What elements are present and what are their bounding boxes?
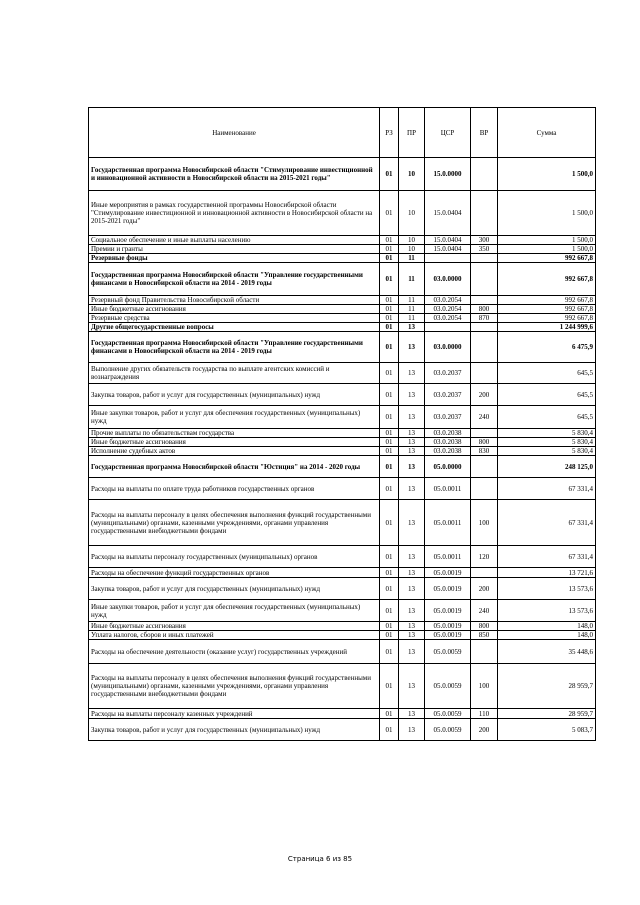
cell-vr [471,323,498,332]
table-row [89,429,596,438]
cell-rz: 01 [380,429,399,438]
cell-name: Резервный фонд Правительства Новосибирской области [89,296,380,305]
cell-sum: 148,0 [498,622,596,631]
cell-csr: 05.0.0011 [425,500,471,546]
cell-pr: 13 [399,323,425,332]
cell-vr: 800 [471,305,498,314]
cell-rz: 01 [380,631,399,640]
cell-sum: 5 830,4 [498,447,596,456]
table-row [89,191,596,236]
cell-pr: 11 [399,305,425,314]
cell-sum: 992 667,8 [498,314,596,323]
cell-name: Закупка товаров, работ и услуг для государственных (муниципальных) нужд [89,384,380,406]
cell-vr [471,640,498,664]
cell-vr: 110 [471,709,498,719]
table-row [89,158,596,191]
table-row [89,245,596,254]
cell-rz: 01 [380,719,399,741]
cell-vr [471,254,498,263]
cell-sum: 148,0 [498,631,596,640]
cell-vr [471,191,498,236]
cell-csr: 03.0.2037 [425,406,471,429]
cell-pr: 10 [399,158,425,191]
header-name: Наименование [89,108,380,158]
table-row [89,631,596,640]
cell-sum: 645,5 [498,406,596,429]
cell-name: Расходы на выплаты персоналу государственных (муниципальных) органов [89,546,380,568]
cell-sum: 1 500,0 [498,245,596,254]
cell-rz: 01 [380,236,399,245]
header-rz: РЗ [380,108,399,158]
cell-name: Расходы на выплаты персоналу казенных учреждений [89,709,380,719]
cell-sum: 1 244 999,6 [498,323,596,332]
header-vr: ВР [471,108,498,158]
cell-csr: 03.0.2038 [425,429,471,438]
cell-rz: 01 [380,384,399,406]
table-row [89,578,596,600]
cell-rz: 01 [380,456,399,478]
cell-csr [425,323,471,332]
table-row [89,332,596,363]
cell-sum: 6 475,9 [498,332,596,363]
cell-csr: 03.0.2038 [425,447,471,456]
cell-pr: 13 [399,719,425,741]
cell-name: Расходы на выплаты персоналу в целях обеспечения выполнения функций государственными (муниципальными) органами, казенными учреждениями, органами управления государственными внебюджетными фондами [89,500,380,546]
cell-csr: 15.0.0000 [425,158,471,191]
cell-rz: 01 [380,664,399,709]
cell-sum: 13 573,6 [498,578,596,600]
cell-rz: 01 [380,323,399,332]
table-row [89,438,596,447]
cell-name: Прочие выплаты по обязательствам государства [89,429,380,438]
cell-csr: 03.0.0000 [425,332,471,363]
cell-csr: 05.0.0019 [425,631,471,640]
cell-vr: 850 [471,631,498,640]
table-row [89,254,596,263]
cell-vr: 800 [471,438,498,447]
cell-pr: 13 [399,640,425,664]
cell-name: Исполнение судебных актов [89,447,380,456]
cell-sum: 1 500,0 [498,191,596,236]
cell-csr [425,254,471,263]
cell-rz: 01 [380,438,399,447]
cell-name: Государственная программа Новосибирской области "Управление государственными финансами в Новосибирской области на 2014 - 2019 годы [89,332,380,363]
cell-csr: 05.0.0059 [425,640,471,664]
cell-csr: 03.0.2054 [425,314,471,323]
cell-sum: 992 667,8 [498,263,596,296]
cell-csr: 05.0.0000 [425,456,471,478]
header-pr: ПР [399,108,425,158]
cell-sum: 248 125,0 [498,456,596,478]
cell-name: Расходы на обеспечение деятельности (оказание услуг) государственных учреждений [89,640,380,664]
cell-name: Государственная программа Новосибирской области "Юстиция" на 2014 - 2020 годы [89,456,380,478]
cell-sum: 67 331,4 [498,546,596,568]
cell-csr: 05.0.0059 [425,709,471,719]
cell-rz: 01 [380,478,399,500]
cell-vr: 100 [471,664,498,709]
cell-name: Расходы на выплаты по оплате труда работников государственных органов [89,478,380,500]
cell-pr: 13 [399,500,425,546]
cell-pr: 13 [399,709,425,719]
cell-sum: 28 959,7 [498,664,596,709]
cell-csr: 05.0.0019 [425,568,471,578]
table-row [89,568,596,578]
table-row [89,314,596,323]
cell-pr: 13 [399,363,425,384]
table-row [89,447,596,456]
cell-pr: 13 [399,578,425,600]
cell-name: Другие общегосударственные вопросы [89,323,380,332]
cell-csr: 03.0.2054 [425,305,471,314]
table-body [89,158,596,741]
cell-sum: 992 667,8 [498,296,596,305]
cell-pr: 13 [399,664,425,709]
cell-vr: 800 [471,622,498,631]
cell-rz: 01 [380,500,399,546]
cell-csr: 03.0.0000 [425,263,471,296]
cell-rz: 01 [380,296,399,305]
cell-pr: 13 [399,546,425,568]
cell-vr: 200 [471,719,498,741]
cell-vr: 200 [471,384,498,406]
cell-rz: 01 [380,709,399,719]
cell-sum: 5 083,7 [498,719,596,741]
cell-vr [471,429,498,438]
cell-rz: 01 [380,578,399,600]
cell-pr: 13 [399,429,425,438]
cell-sum: 992 667,8 [498,254,596,263]
header-csr: ЦСР [425,108,471,158]
cell-pr: 11 [399,263,425,296]
cell-csr: 05.0.0019 [425,578,471,600]
cell-pr: 13 [399,600,425,622]
cell-pr: 13 [399,406,425,429]
table-row [89,236,596,245]
cell-rz: 01 [380,254,399,263]
cell-name: Иные закупки товаров, работ и услуг для обеспечения государственных (муниципальных) нужд [89,600,380,622]
cell-pr: 13 [399,478,425,500]
cell-name: Уплата налогов, сборов и иных платежей [89,631,380,640]
cell-csr: 03.0.2037 [425,363,471,384]
cell-csr: 05.0.0011 [425,546,471,568]
cell-name: Выполнение других обязательств государства по выплате агентских комиссий и вознаграждения [89,363,380,384]
cell-name: Иные бюджетные ассигнования [89,438,380,447]
table-header-row [89,108,596,158]
table-row [89,456,596,478]
cell-csr: 03.0.2038 [425,438,471,447]
cell-sum: 13 573,6 [498,600,596,622]
cell-name: Социальное обеспечение и иные выплаты населению [89,236,380,245]
table-row [89,384,596,406]
cell-name: Расходы на обеспечение функций государственных органов [89,568,380,578]
cell-rz: 01 [380,305,399,314]
cell-rz: 01 [380,332,399,363]
cell-pr: 13 [399,568,425,578]
cell-vr [471,478,498,500]
cell-name: Иные закупки товаров, работ и услуг для обеспечения государственных (муниципальных) нужд [89,406,380,429]
cell-rz: 01 [380,640,399,664]
cell-csr: 05.0.0019 [425,600,471,622]
cell-pr: 10 [399,191,425,236]
cell-csr: 03.0.2037 [425,384,471,406]
cell-sum: 645,5 [498,384,596,406]
table-row [89,719,596,741]
cell-csr: 03.0.2054 [425,296,471,305]
cell-rz: 01 [380,314,399,323]
cell-sum: 5 830,4 [498,429,596,438]
cell-name: Резервные средства [89,314,380,323]
cell-vr: 830 [471,447,498,456]
cell-sum: 13 721,6 [498,568,596,578]
cell-vr: 100 [471,500,498,546]
table-row [89,363,596,384]
page-number: Страница 6 из 85 [287,855,353,863]
cell-pr: 13 [399,456,425,478]
cell-vr: 240 [471,600,498,622]
cell-rz: 01 [380,245,399,254]
table-row [89,640,596,664]
cell-rz: 01 [380,263,399,296]
cell-pr: 13 [399,384,425,406]
cell-pr: 11 [399,254,425,263]
cell-vr: 120 [471,546,498,568]
table-row [89,296,596,305]
cell-sum: 645,5 [498,363,596,384]
cell-sum: 28 959,7 [498,709,596,719]
table-row [89,664,596,709]
cell-csr: 15.0.0404 [425,245,471,254]
cell-sum: 992 667,8 [498,305,596,314]
cell-name: Иные бюджетные ассигнования [89,622,380,631]
cell-sum: 67 331,4 [498,500,596,546]
cell-pr: 10 [399,245,425,254]
cell-sum: 1 500,0 [498,236,596,245]
cell-rz: 01 [380,546,399,568]
cell-pr: 13 [399,332,425,363]
table-row [89,500,596,546]
budget-table [88,107,596,741]
cell-vr: 870 [471,314,498,323]
cell-csr: 15.0.0404 [425,191,471,236]
cell-rz: 01 [380,600,399,622]
table-row [89,305,596,314]
cell-sum: 5 830,4 [498,438,596,447]
table-row [89,600,596,622]
table-row [89,406,596,429]
cell-csr: 15.0.0404 [425,236,471,245]
table-row [89,323,596,332]
cell-vr: 240 [471,406,498,429]
cell-pr: 13 [399,631,425,640]
cell-name: Резервные фонды [89,254,380,263]
cell-sum: 67 331,4 [498,478,596,500]
cell-rz: 01 [380,363,399,384]
cell-pr: 11 [399,314,425,323]
table-row [89,478,596,500]
cell-name: Премии и гранты [89,245,380,254]
cell-name: Закупка товаров, работ и услуг для государственных (муниципальных) нужд [89,578,380,600]
cell-csr: 05.0.0011 [425,478,471,500]
cell-rz: 01 [380,406,399,429]
cell-pr: 13 [399,438,425,447]
cell-vr [471,456,498,478]
table-row [89,263,596,296]
table-row [89,546,596,568]
cell-rz: 01 [380,447,399,456]
cell-name: Государственная программа Новосибирской области "Управление государственными финансами в Новосибирской области на 2014 - 2019 годы [89,263,380,296]
cell-pr: 11 [399,296,425,305]
cell-pr: 13 [399,447,425,456]
cell-vr [471,158,498,191]
cell-name: Расходы на выплаты персоналу в целях обеспечения выполнения функций государственными (муниципальными) органами, казенными учреждениями, органами управления государственными внебюджетными фондами [89,664,380,709]
cell-vr [471,332,498,363]
cell-vr: 200 [471,578,498,600]
cell-vr [471,568,498,578]
cell-name: Закупка товаров, работ и услуг для государственных (муниципальных) нужд [89,719,380,741]
cell-rz: 01 [380,622,399,631]
cell-pr: 13 [399,622,425,631]
cell-rz: 01 [380,158,399,191]
cell-rz: 01 [380,568,399,578]
cell-vr: 300 [471,236,498,245]
cell-vr [471,263,498,296]
cell-name: Иные бюджетные ассигнования [89,305,380,314]
cell-name: Государственная программа Новосибирской области "Стимулирование инвестиционной и инновационной активности в Новосибирской области на 2015-2021 годы" [89,158,380,191]
cell-sum: 35 448,6 [498,640,596,664]
header-sum: Сумма [498,108,596,158]
cell-csr: 05.0.0019 [425,622,471,631]
cell-csr: 05.0.0059 [425,719,471,741]
cell-pr: 10 [399,236,425,245]
cell-vr [471,363,498,384]
table-row [89,622,596,631]
table-row [89,709,596,719]
cell-sum: 1 500,0 [498,158,596,191]
cell-name: Иные мероприятия в рамках государственной программы Новосибирской области "Стимулирование инвестиционной и инновационной активности в Новосибирской области на 2015-2021 годы" [89,191,380,236]
cell-vr [471,296,498,305]
cell-rz: 01 [380,191,399,236]
cell-csr: 05.0.0059 [425,664,471,709]
cell-vr: 350 [471,245,498,254]
